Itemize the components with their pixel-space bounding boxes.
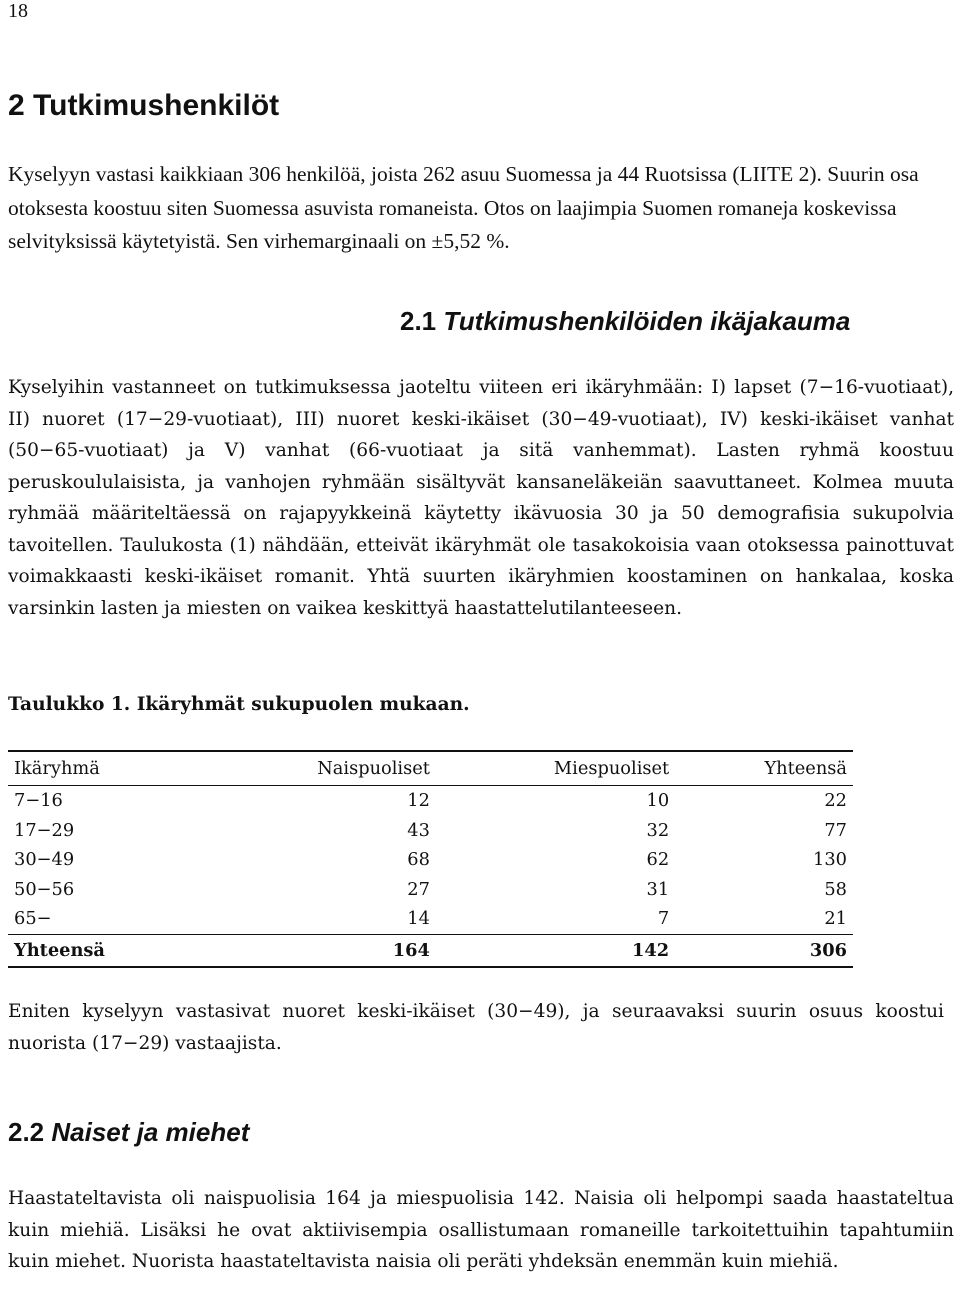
column-header: Miespuoliset bbox=[436, 751, 675, 786]
table-cell: 306 bbox=[675, 934, 853, 967]
table-cell: 12 bbox=[407, 790, 430, 812]
table-cell: 7 bbox=[657, 908, 670, 930]
after-table-paragraph: Eniten kyselyyn vastasivat nuoret keski-ikäiset (30−49), ja seuraavaksi suurin osuus koostui nuorista (17−29) vastaajista. bbox=[8, 1001, 944, 1054]
table-cell: Yhteensä bbox=[8, 934, 202, 967]
subsection-2-heading bbox=[8, 1116, 249, 1148]
column-header: Ikäryhmä bbox=[8, 751, 202, 786]
table-cell: 65− bbox=[14, 908, 52, 930]
table-row bbox=[8, 845, 853, 875]
table-cell: 77 bbox=[824, 819, 847, 841]
table-cell: 7−16 bbox=[14, 790, 63, 812]
age-group-table bbox=[8, 750, 853, 968]
intro-paragraph: Kyselyyn vastasi kaikkiaan 306 henkilöä, joista 262 asuu Suomessa ja 44 Ruotsissa (LIITE 2). Suurin osa otoksesta koostuu siten Suomessa asuvista romaneista. Otos on laajimpia Suomen romaneja koskevissa selvityksissä käytetyistä. Sen virhemarginaali on ±5,52 %. bbox=[8, 162, 919, 253]
age-distribution-paragraph: Kyselyihin vastanneet on tutkimuksessa jaoteltu viiteen eri ikäryhmään: I) lapset (7−16-vuotiaat), II) nuoret (17−29-vuotiaat), III) nuoret keski-ikäiset (30−49-vuotiaat), IV) keski-ikäiset vanhat (50−65-vuotiaat) ja V) vanhat (66-vuotiaat ja sitä vanhemmat). Lasten ryhmä koostuu peruskoululaisista, ja vanhojen ryhmään sisältyvät kansaneläkeiän saavuttaneet. Kolmea muuta ryhmää määriteltäessä on rajapyykkeinä käytetty ikävuosia 30 ja 50 demografisia sukupolvia tavoitellen. Taulukosta (1) nähdään, etteivät ikäryhmät ole tasakokoisia vaan otoksessa painottuvat voimakkaasti keski-ikäiset romanit. Yhtä suurten ikäryhmien koostaminen on hankalaa, koska varsinkin lasten ja miesten on vaikea keskittyä haastattelutilanteeseen. bbox=[8, 377, 954, 619]
gender-paragraph: Haastateltavista oli naispuolisia 164 ja miespuolisia 142. Naisia oli helpompi saada haastateltua kuin miehiä. Lisäksi he ovat aktiivisempia osallistumaan romaneille tarkoitettuihin tapahtumiin kuin miehet. Nuorista haastateltavista naisia oli peräti yhdeksän enemmän kuin miehiä. bbox=[8, 1188, 954, 1272]
table-cell: 50−56 bbox=[14, 878, 75, 900]
table-header-row bbox=[8, 751, 853, 786]
table-cell: 22 bbox=[824, 790, 847, 812]
table-cell: 58 bbox=[824, 878, 847, 900]
table-caption: Taulukko 1. Ikäryhmät sukupuolen mukaan. bbox=[8, 694, 470, 715]
subsection-2-title: Naiset ja miehet bbox=[51, 1117, 250, 1147]
table-cell: 21 bbox=[824, 908, 847, 930]
subsection-1-title: Tutkimushenkilöiden ikäjakauma bbox=[443, 306, 851, 336]
table-cell: 30−49 bbox=[14, 849, 75, 871]
table-cell: 17−29 bbox=[14, 819, 75, 841]
table-total-row bbox=[8, 934, 853, 967]
table-cell: 31 bbox=[646, 878, 670, 900]
table-row bbox=[8, 816, 853, 846]
table-cell: 68 bbox=[407, 849, 430, 871]
table-cell: 14 bbox=[407, 908, 430, 930]
page-number: 18 bbox=[8, 0, 28, 22]
table-cell: 27 bbox=[407, 878, 430, 900]
table-cell: 130 bbox=[813, 849, 847, 871]
column-header: Naispuoliset bbox=[202, 751, 436, 786]
subsection-1-number: 2.1 bbox=[400, 306, 437, 336]
table-cell: 10 bbox=[646, 790, 670, 812]
table-cell: 43 bbox=[407, 819, 430, 841]
subsection-1-heading bbox=[400, 305, 850, 337]
table-cell: 164 bbox=[202, 934, 436, 967]
table-cell: 32 bbox=[646, 819, 670, 841]
table-cell: 62 bbox=[646, 849, 670, 871]
column-header: Yhteensä bbox=[675, 751, 853, 786]
table-row bbox=[8, 786, 853, 816]
table-row bbox=[8, 875, 853, 905]
subsection-2-number: 2.2 bbox=[8, 1117, 45, 1147]
table-cell: 142 bbox=[436, 934, 675, 967]
section-heading: 2 Tutkimushenkilöt bbox=[8, 89, 280, 122]
table-row bbox=[8, 904, 853, 934]
